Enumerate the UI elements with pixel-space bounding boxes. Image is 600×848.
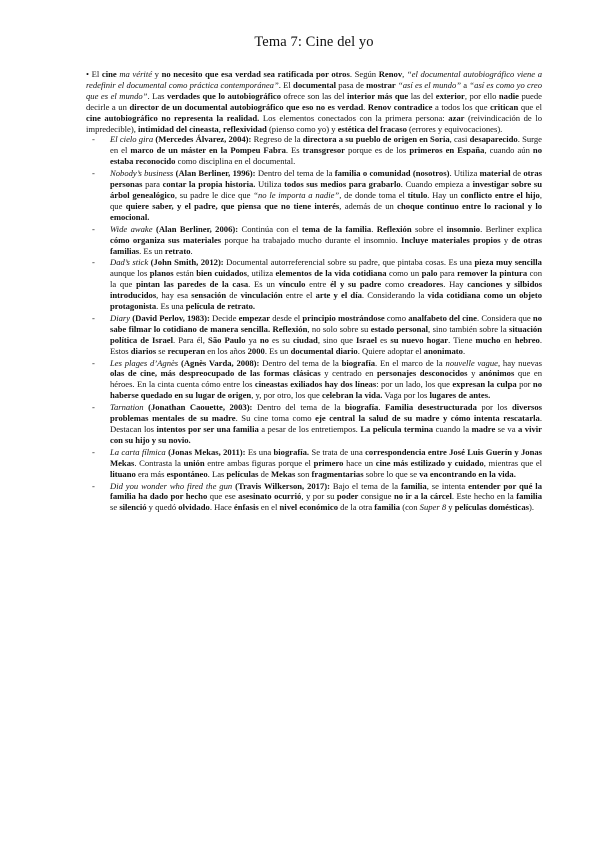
film-item-nobodys-business: - Nobody’s business (Alan Berliner, 1996): Dentro del tema de la familia o comunidad (nosotros). Utiliza material de otras personas para contar la propia historia. Utiliza todos sus medios para grabarlo. Cuando empieza a investigar sobre su árbol genealógico, su padre le dice que “no le importa a nadie”, de donde toma el título. Hay un conflicto entre el hijo, que quiere saber, y el padre, que piensa que no tiene interés, además de un choque continuo entre lo racional y lo emocional. [110, 168, 542, 223]
intro-text: El cine ma vérité y no necesito que esa verdad sea ratificada por otros. Según Renov, “el documental autobiográfico viene a redefinir el documental como práctica contemporánea”. El documental pasa de mostrar “así es el mundo” a “así es como yo creo que es el mundo”. Las verdades que lo autobiográfico ofrece son las del interior más que las del exterior, por ello nadie puede decirle a un director de un documental autobiográfico que eso no es verdad. Renov contradice a todos los que critican que el cine autobiográfico no representa la realidad. Los elementos conectados con la primera persona: azar (reivindicación de lo impredecible), intimidad del cineasta, reflexividad (pienso como yo) y estética del fracaso (errores y equivocaciones). [86, 69, 543, 134]
film-list [86, 134, 542, 513]
intro-bullet: • [86, 69, 90, 79]
film-item-tarnation: - Tarnation (Jonathan Caouette, 2003): Dentro del tema de la biografía. Familia desestructurada por los diversos problemas mentales de su madre. Su cine toma como eje central la salud de su madre y cómo intenta rescatarla. Destacan los intentos por ser una familia a pesar de los entretiempos. La película termina cuando la madre se va a vivir con su hijo y su novio. [110, 402, 542, 446]
film-item-les-plages-dagnes: - Les plages d’Agnès (Agnès Varda, 2008): Dentro del tema de la biografía. En el marco de la nouvelle vague, hay nuevas olas de cine, más despreocupado de las formas clásicas y centrado en personajes desconocidos y anónimos que en héroes. En la cinta cuenta cómo entre los cineastas exiliados hay dos líneas: por un lado, los que expresan la culpa por no haberse quedado en su lugar de origen, y, por otro, los que celebran la vida. Vaga por los lugares de antes. [110, 358, 542, 402]
film-item-did-you-wonder: - Did you wonder who fired the gun (Travis Wilkerson, 2017): Bajo el tema de la familia, se intenta entender por qué la familia ha dado por hecho que ese asesinato ocurrió, y por su poder consigue no ir a la cárcel. Este hecho en la familia se silenció y quedó olvidado. Hace énfasis en el nivel económico de la otra familia (con Super 8 y películas domésticas). [110, 481, 542, 514]
film-item-dads-stick: - Dad’s stick (John Smith, 2012): Documental autorreferencial sobre su padre, que pintaba cosas. Es una pieza muy sencilla aunque los planos están bien cuidados, utiliza elementos de la vida cotidiana como un palo para remover la pintura con la que pintan las paredes de la casa. Es un vínculo entre él y su padre como creadores. Hay canciones y silbidos introducidos, hay esa sensación de vinculación entre el arte y el día. Considerando la vida cotidiana como un objeto protagonista. Es una película de retrato. [110, 257, 542, 312]
intro-paragraph [86, 69, 542, 134]
film-item-diary: - Diary (David Perlov, 1983): Decide empezar desde el principio mostrándose como analfabeto del cine. Considera que no sabe filmar lo cotidiano de manera sencilla. Reflexión, no solo sobre su estado personal, sino también sobre la situación política de Israel. Para él, São Paulo ya no es su ciudad, sino que Israel es su nuevo hogar. Tiene mucho en hebreo. Estos diarios se recuperan en los años 2000. Es un documental diario. Quiere adoptar el anonimato. [110, 313, 542, 357]
film-item-wide-awake: - Wide awake (Alan Berliner, 2006): Continúa con el tema de la familia. Reflexión sobre el insomnio. Berliner explica cómo organiza sus materiales porque ha trabajado mucho durante el insomnio. Incluye materiales propios y de otras familias. Es un retrato. [110, 224, 542, 257]
page-title: Tema 7: Cine del yo [254, 34, 374, 50]
film-item-la-carta-filmica: - La carta fílmica (Jonas Mekas, 2011): Es una biografía. Se trata de una correspondencia entre José Luis Guerín y Jonas Mekas. Contrasta la unión entre ambas figuras porque el primero hace un cine más estilizado y cuidado, mientras que el lituano era más espontáneo. Las películas de Mekas son fragmentarias sobre lo que se va encontrando en la vida. [110, 447, 542, 480]
film-item-el-cielo-gira: - El cielo gira (Mercedes Álvarez, 2004): Regreso de la directora a su pueblo de origen en Soria, casi desaparecido. Surge en el marco de un máster en la Pompeu Fabra. Es transgresor porque es de los primeros en España, cuando aún no estaba reconocido como disciplina en el documental. [110, 134, 542, 167]
